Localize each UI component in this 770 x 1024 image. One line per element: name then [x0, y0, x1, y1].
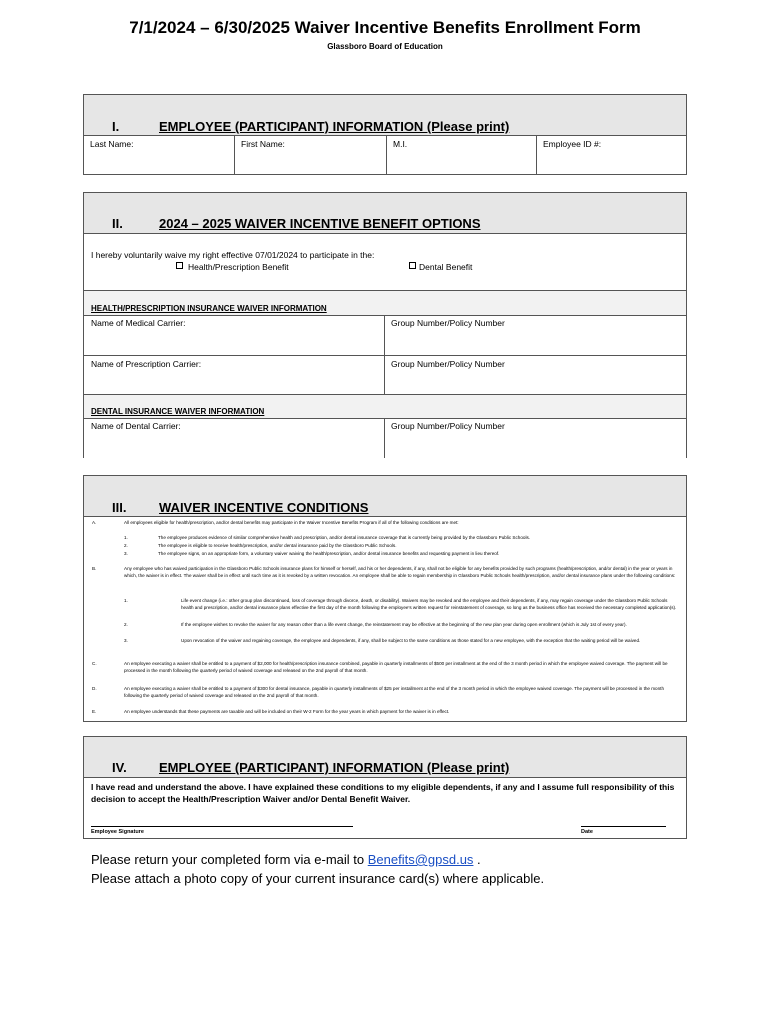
checkbox-icon[interactable] [409, 262, 416, 269]
medical-group-number-field[interactable]: Group Number/Policy Number [391, 318, 505, 328]
dental-option[interactable]: Dental Benefit [409, 262, 472, 272]
waive-intro-text: I hereby voluntarily waive my right effective 07/01/2024 to participate in the: [91, 250, 375, 260]
date-label: Date [581, 829, 593, 835]
return-instruction: Please return your completed form via e-mail to Benefits@gpsd.us . [91, 852, 481, 867]
section-4-number: IV. [112, 760, 127, 775]
signature-line[interactable] [91, 826, 353, 827]
first-name-field[interactable]: First Name: [234, 136, 386, 174]
dental-carrier-field[interactable]: Name of Dental Carrier: [91, 421, 181, 431]
condition-a1: The employee produces evidence of similar comprehensive health and prescription, and/or dental insurance coverage that is currently being provided by the Glassboro Public Schools. [158, 535, 531, 540]
condition-a3: The employee signs, on an appropriate form, a voluntary waiver waiving the health/prescription, and/or dental insurance benefits and requesting payment in lieu thereof. [158, 551, 500, 556]
condition-a: All employees eligible for health/prescription, and/or dental benefits may participate in the Waiver Incentive Benefits Program if all of the following conditions are met: [124, 520, 459, 525]
condition-a-letter: A. [92, 520, 97, 525]
dental-waiver-heading: DENTAL INSURANCE WAIVER INFORMATION [91, 407, 265, 416]
dental-waiver-box [83, 394, 687, 458]
checkbox-icon[interactable] [176, 262, 183, 269]
section-3-number: III. [112, 500, 127, 515]
condition-b1: Life event change (i.e.: other group plan discontinued, loss of coverage through divorce, death, or disability). Waivers may be revoked and the employee and their dependents, if any, may regain coverage under the Glassboro Public Schools health and prescription, and/or dental insurance plans effective the first day of the month following the employee's written request for reinstatement of coverage, so long as the business office has received the necessary completed application(s). [181, 598, 677, 610]
section-4-title: EMPLOYEE (PARTICIPANT) INFORMATION (Please print) [159, 760, 510, 775]
section-2-header [83, 192, 687, 234]
health-waiver-heading: HEALTH/PRESCRIPTION INSURANCE WAIVER INFORMATION [91, 304, 327, 313]
attach-instruction: Please attach a photo copy of your current insurance card(s) where applicable. [91, 871, 545, 886]
section-3-title: WAIVER INCENTIVE CONDITIONS [159, 500, 369, 515]
last-name-field[interactable]: Last Name: [90, 139, 134, 149]
condition-b2: If the employee wishes to revoke the waiver for any reason other than a life event change, the reinstatement may be effective at the beginning of the new plan year during open enrollment (which is July 1st of every year). [181, 622, 627, 627]
section-4-header [83, 736, 687, 778]
condition-d: An employee executing a waiver shall be entitled to a payment of $300 for dental insurance, payable in quarterly installments of $25 per installment at the end of the 3 month period in which the employee waived coverage. The payment will be processed in the month following the quarterly period of waived coverage and released on the 2nd payroll of that month. [124, 686, 664, 698]
acknowledgement-box [83, 777, 687, 839]
section-1-number: I. [112, 119, 120, 134]
waive-options-box [83, 233, 687, 291]
health-waiver-box [83, 290, 687, 395]
prescription-carrier-field[interactable]: Name of Prescription Carrier: [91, 359, 202, 369]
section-2-title: 2024 – 2025 WAIVER INCENTIVE BENEFIT OPTIONS [159, 216, 481, 231]
employee-id-field[interactable]: Employee ID #: [536, 136, 688, 174]
date-line[interactable] [581, 826, 666, 827]
health-option[interactable]: Health/Prescription Benefit [176, 262, 289, 272]
signature-label: Employee Signature [91, 829, 144, 835]
form-title: 7/1/2024 – 6/30/2025 Waiver Incentive Benefits Enrollment Form [129, 18, 641, 37]
acknowledgement-statement: I have read and understand the above. I have explained these conditions to my eligible dependents, if any and I assume full responsibility of this decision to accept the Health/Prescription Waiver and/or Dental Benefit Waiver. [91, 782, 675, 804]
section-1-header [83, 94, 687, 136]
condition-b3: Upon revocation of the waiver and regaining coverage, the employee and dependents, if any, shall be subject to the same conditions as those stated for a new employee, with the exception that the waiting period will be waived. [181, 638, 641, 643]
section-2-number: II. [112, 216, 123, 231]
benefits-email-link[interactable]: Benefits@gpsd.us [367, 852, 474, 867]
section-3-header [83, 475, 687, 517]
condition-a2: The employee is eligible to receive health/prescription, and/or dental insurance paid by the Glassboro Public Schools. [158, 543, 397, 548]
form-subtitle: Glassboro Board of Education [327, 42, 443, 51]
prescription-group-number-field[interactable]: Group Number/Policy Number [391, 359, 505, 369]
medical-carrier-field[interactable]: Name of Medical Carrier: [91, 318, 186, 328]
dental-group-number-field[interactable]: Group Number/Policy Number [391, 421, 505, 431]
condition-c: An employee executing a waiver shall be entitled to a payment of $2,000 for health/prescription insurance combined, payable in quarterly installments of $500 per installment at the end of the 3 month period in which the employee waived coverage. The payment will be processed in the month following the quarterly period of waived coverage and released on the 2nd payroll of that month. [124, 661, 668, 673]
middle-initial-field[interactable]: M.I. [386, 136, 536, 174]
section-1-title: EMPLOYEE (PARTICIPANT) INFORMATION (Please print) [159, 119, 510, 134]
employee-info-row [83, 135, 687, 175]
condition-b: Any employee who has waived participation in the Glassboro Public Schools insurance plans for himself or herself, and his or her dependents, if any, shall not be eligible for any benefits provided by such programs (health/prescription, and/or dental) in the year or years in which, the waiver is in effect. The waiver shall be in effect until such time as it is revoked by a written revocation. An employee shall be able to regain membership in Glassboro Public Schools health/prescription, and/or dental insurance plans under the following conditions: [124, 566, 676, 578]
conditions-box: A. All employees eligible for health/prescription, and/or dental benefits may participate in the Waiver Incentive Benefits Program if all of the following conditions are met: 1. The employee produces evidence of similar comprehensive health and prescription, and/or dental insurance coverage that is currently being provided by the Glassboro Public Schools. 2. The employee is eligible to receive health/prescription, and/or dental insurance paid by the Glassboro Public Schools. 3. The employee signs, on an appropriate form, a voluntary waiver waiving the health/prescription, and/or dental insurance benefits and requesting payment in lieu thereof. B. Any employee who has waived participation in the Glassboro Public Schools insurance plans for himself or herself, and his or her dependents, if any, shall not be eligible for any benefits provided by such programs (health/prescription, and/or dental) in the year or years in which, the waiver is in effect. The waiver shall be in effect until such time as it is revoked by a written revocation. An employee shall be able to regain membership in Glassboro Public Schools health/prescription, and/or dental insurance plans under the following conditions: 1. Life event change (i.e.: other group plan discontinued, loss of coverage through divorce, death, or disability). Waivers may be revoked and the employee and their dependents, if any, may regain coverage under the Glassboro Public Schools health and prescription, and/or dental insurance plans effective the first day of the month following the employee's written request for reinstatement of coverage, so long as the business office has received the necessary completed application(s). 2. If the employee wishes to revoke the waiver for any reason other than a life event change, the reinstatement may be effective at the beginning of the new plan year during open enrollment (which is July 1st of every year). 3. Upon revocation of the waiver and regaining coverage, the employee and dependents, if any, shall be subject to the same conditions as those stated for a new employee, with the exception that the waiting period will be waived. C. An employee executing a waiver shall be entitled to a payment of $2,000 for health/prescription insurance combined, payable in quarterly installments of $500 per installment at the end of the 3 month period in which the employee waived coverage. The payment will be processed in the month following the quarterly period of waived coverage and released on the 2nd payroll of that month. D. An employee executing a waiver shall be entitled to a payment of $300 for dental insurance, payable in quarterly installments of $25 per installment at the end of the 3 month period in which the employee waived coverage. The payment will be processed in the month following the quarterly period of waived coverage and released on the 2nd payroll of that month. E. An employee understands that these payments are taxable and will be included on their W-2 Form for the year years in which payment for the waiver is in effect. [83, 516, 687, 722]
footer-instructions [91, 850, 731, 888]
condition-e: An employee understands that these payments are taxable and will be included on their W-2 Form for the year years in which payment for the waiver is in effect. [124, 709, 450, 714]
